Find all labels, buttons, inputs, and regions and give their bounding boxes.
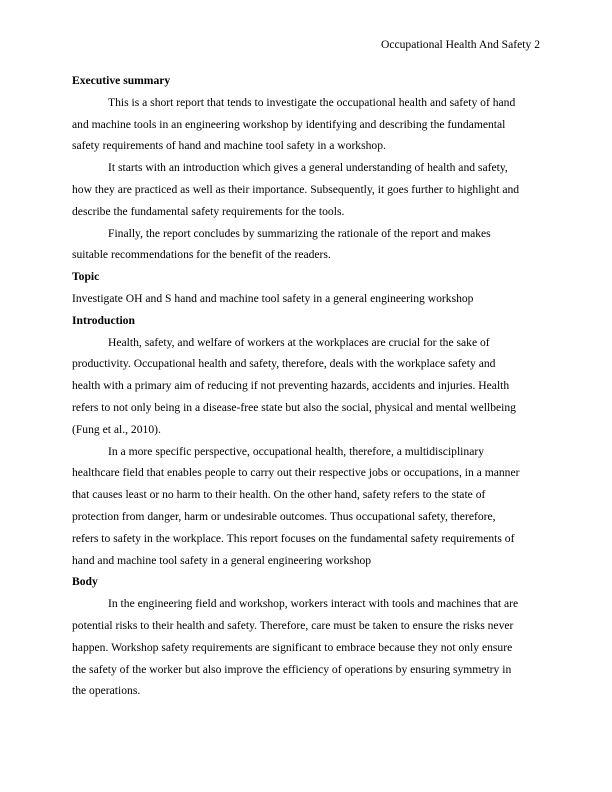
text-line: protection from danger, harm or undesirable outcomes. Thus occupational safety, therefore, [72, 509, 496, 523]
text-line: (Fung et al., 2010). [72, 422, 161, 436]
text-line: how they are practiced as well as their importance. Subsequently, it goes further to highlight and [72, 182, 520, 196]
text-line: refers to safety in the workplace. This report focuses on the fundamental safety requirements of [72, 531, 515, 545]
text-line: Investigate OH and S hand and machine tool safety in a general engineering workshop [72, 291, 474, 305]
text-line: potential risks to their health and safety. Therefore, care must be taken to ensure the risks never [72, 618, 514, 632]
executive-summary-paragraph-2 [72, 157, 540, 222]
topic-heading: Topic [72, 270, 100, 284]
document-body [72, 70, 540, 702]
text-line: healthcare field that enables people to carry out their respective jobs or occupations, in a manner [72, 466, 520, 480]
text-line: This is a short report that tends to investigate the occupational health and safety of hand [108, 95, 516, 109]
running-header: Occupational Health And Safety 2 [380, 38, 540, 51]
text-line: the operations. [72, 684, 141, 698]
text-line: In a more specific perspective, occupational health, therefore, a multidisciplinary [108, 444, 484, 458]
text-line: that causes least or no harm to their health. On the other hand, safety refers to the state of [72, 488, 486, 502]
text-line: productivity. Occupational health and safety, therefore, deals with the workplace safety and [72, 357, 496, 371]
executive-summary-paragraph-1 [72, 92, 540, 157]
introduction-paragraph-1 [72, 332, 540, 441]
text-line: suitable recommendations for the benefit of the readers. [72, 248, 331, 262]
text-line: happen. Workshop safety requirements are significant to embrace because they not only ensure [72, 640, 513, 654]
executive-summary-paragraph-3 [72, 223, 540, 267]
text-line: Finally, the report concludes by summarizing the rationale of the report and makes [108, 226, 491, 240]
text-line: safety requirements of hand and machine tool safety in a workshop. [72, 139, 386, 153]
topic-text [72, 288, 540, 310]
executive-summary-heading: Executive summary [72, 74, 171, 87]
introduction-paragraph-2 [72, 441, 540, 572]
text-line: It starts with an introduction which gives a general understanding of health and safety, [108, 161, 508, 175]
text-line: health with a primary aim of reducing if not preventing hazards, accidents and injuries. Health [72, 379, 510, 393]
introduction-heading: Introduction [72, 313, 135, 327]
text-line: and machine tools in an engineering workshop by identifying and describing the fundamental [72, 117, 506, 131]
text-line: refers to not only being in a disease-free state but also the social, physical and mental wellbeing [72, 400, 516, 414]
text-line: Health, safety, and welfare of workers at the workplaces are crucial for the sake of [108, 335, 490, 349]
text-line: hand and machine tool safety in a general engineering workshop [72, 553, 372, 567]
text-line: the safety of the worker but also improve the efficiency of operations by ensuring symmetry in [72, 662, 512, 676]
text-line: In the engineering field and workshop, workers interact with tools and machines that are [108, 597, 519, 611]
body-paragraph-1 [72, 593, 540, 702]
body-heading: Body [72, 575, 98, 589]
text-line: describe the fundamental safety requirements for the tools. [72, 204, 345, 218]
